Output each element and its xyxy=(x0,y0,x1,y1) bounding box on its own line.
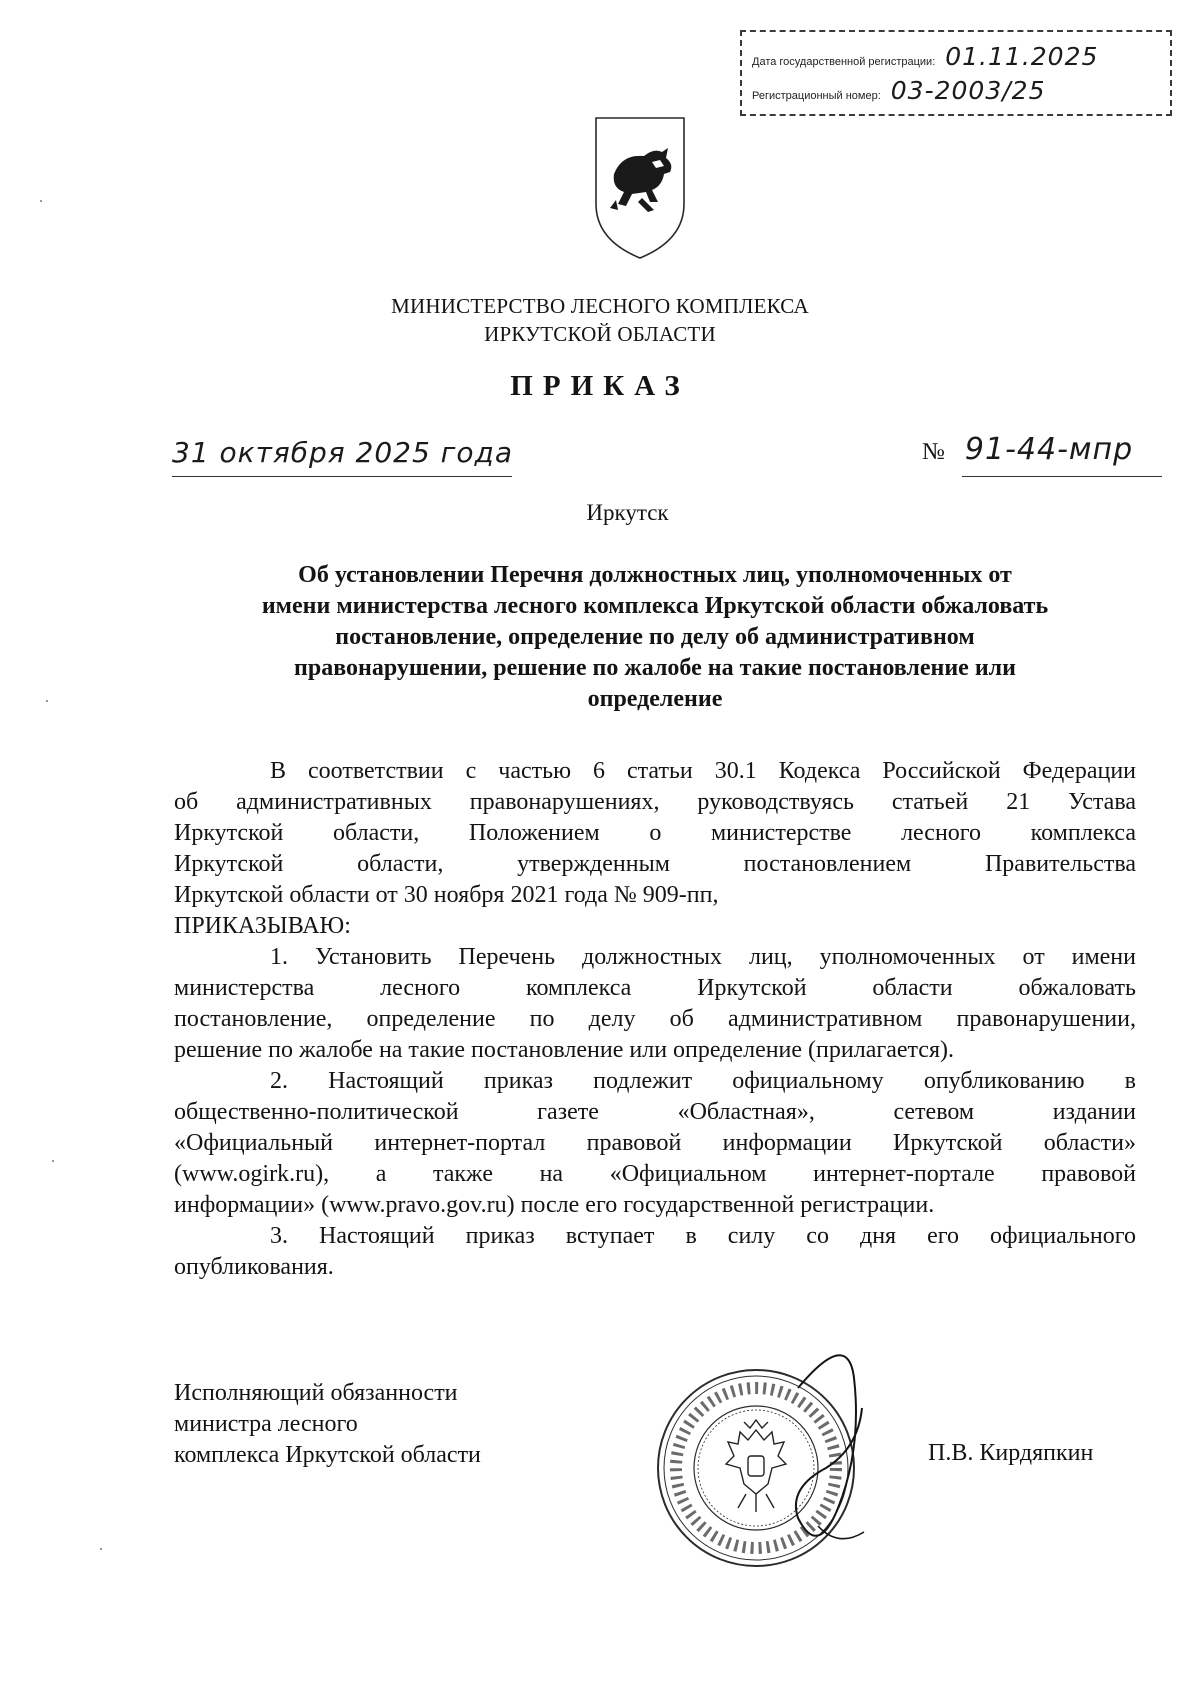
item-1-line: постановление, определение по делу об административном правонарушении, xyxy=(174,1006,1136,1032)
document-type: ПРИКАЗ xyxy=(510,370,690,402)
preamble-line: В соответствии с частью 6 статьи 30.1 Кодекса Российской Федерации xyxy=(270,758,1136,784)
item-2-line: «Официальный интернет-портал правовой информации Иркутской области» xyxy=(174,1130,1136,1156)
order-number-underline xyxy=(962,476,1162,477)
registration-date-label: Дата государственной регистрации: xyxy=(752,56,936,68)
title-line: имени министерства лесного комплекса Иркутской области обжаловать xyxy=(261,593,1049,619)
order-date-handwritten: 31 октября 2025 года xyxy=(172,436,514,469)
item-3-paragraph xyxy=(174,1221,1136,1283)
order-date xyxy=(172,436,532,470)
item-3-line: опубликования. xyxy=(174,1254,334,1280)
title-line: определение xyxy=(587,686,723,712)
order-number xyxy=(922,432,1172,467)
signer-position-line: министра лесного xyxy=(174,1411,358,1437)
item-3-line: 3. Настоящий приказ вступает в силу со дня его официального xyxy=(270,1223,1136,1249)
signer-name: П.В. Кирдяпкин xyxy=(928,1440,1094,1466)
scan-speck xyxy=(100,1548,102,1550)
item-1-line: 1. Установить Перечень должностных лиц, уполномоченных от имени xyxy=(270,944,1136,970)
item-2-line: (www.ogirk.ru), а также на «Официальном интернет-портале правовой xyxy=(174,1161,1136,1187)
item-1-line: решение по жалобе на такие постановление или определение (прилагается). xyxy=(174,1037,954,1063)
scan-speck xyxy=(46,700,48,702)
document-body xyxy=(174,756,1136,1283)
scan-speck xyxy=(52,1160,54,1162)
title-line: Об установлении Перечня должностных лиц, уполномоченных от xyxy=(298,562,1012,588)
order-number-sign: № xyxy=(922,439,945,465)
order-word: ПРИКАЗЫВАЮ: xyxy=(174,913,351,939)
item-2-line: информации» (www.pravo.gov.ru) после его государственной регистрации. xyxy=(174,1192,935,1218)
ministry-name xyxy=(0,292,1200,348)
signer-position xyxy=(174,1378,594,1471)
item-2-line: общественно-политической газете «Областная», сетевом издании xyxy=(174,1099,1136,1125)
document-title xyxy=(175,560,1135,715)
signer-position-line: комплекса Иркутской области xyxy=(174,1442,481,1468)
official-seal-icon xyxy=(648,1318,888,1588)
scan-speck xyxy=(40,200,42,202)
preamble-line: Иркутской области, Положением о министерстве лесного комплекса xyxy=(174,820,1136,846)
ministry-name-line-2: ИРКУТСКОЙ ОБЛАСТИ xyxy=(484,322,716,346)
order-date-underline xyxy=(172,476,512,477)
city: Иркутск xyxy=(586,500,669,525)
title-line: постановление, определение по делу об административном xyxy=(335,624,975,650)
order-number-handwritten: 91-44-мпр xyxy=(964,432,1134,467)
item-2-paragraph xyxy=(174,1066,1136,1221)
preamble-paragraph xyxy=(174,756,1136,911)
registration-date-value: 01.11.2025 xyxy=(945,42,1099,71)
ministry-name-line-1: МИНИСТЕРСТВО ЛЕСНОГО КОМПЛЕКСА xyxy=(391,294,809,318)
item-1-line: министерства лесного комплекса Иркутской области обжаловать xyxy=(174,975,1136,1001)
registration-number-value: 03-2003/25 xyxy=(890,76,1046,105)
item-1-paragraph xyxy=(174,942,1136,1066)
registration-number-label: Регистрационный номер: xyxy=(752,90,881,102)
preamble-line: Иркутской области, утвержденным постановлением Правительства xyxy=(174,851,1136,877)
title-line: правонарушении, решение по жалобе на такие постановление или xyxy=(294,655,1016,681)
registration-stamp xyxy=(740,30,1172,116)
preamble-line: Иркутской области от 30 ноября 2021 года № 909-пп, xyxy=(174,882,719,908)
signer-position-line: Исполняющий обязанности xyxy=(174,1380,458,1406)
preamble-line: об административных правонарушениях, руководствуясь статьей 21 Устава xyxy=(174,789,1136,815)
registration-number-row xyxy=(752,76,1045,108)
coat-of-arms-icon xyxy=(592,112,688,262)
item-2-line: 2. Настоящий приказ подлежит официальному опубликованию в xyxy=(270,1068,1136,1094)
registration-date-row xyxy=(752,42,1098,74)
